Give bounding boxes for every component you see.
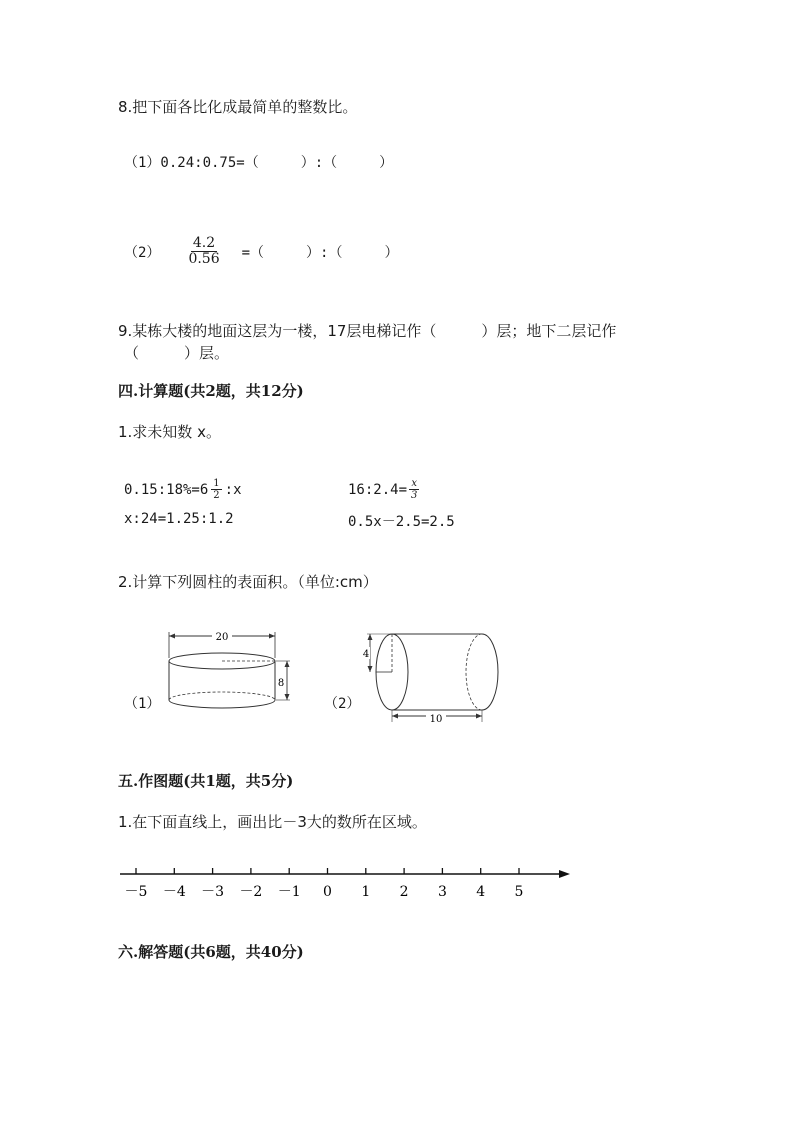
sec5-q1-title: 1.在下面直线上，画出比－3大的数所在区域。 (118, 813, 427, 831)
number-line-arrow (559, 870, 570, 878)
number-line-tick-label: －1 (277, 884, 301, 900)
number-line-tick-label: －2 (239, 884, 263, 900)
cylinder-2-label: （2） (324, 696, 361, 712)
number-line-tick-label: 1 (361, 884, 371, 900)
cylinder-1-width: 20 (215, 632, 229, 643)
q8-part2-denominator: 0.56 (188, 251, 220, 268)
number-line-tick-label: 0 (323, 884, 332, 900)
section4-title: 四.计算题(共2题，共12分) (118, 382, 304, 400)
number-line-tick-label: －4 (162, 884, 186, 900)
section6-title: 六.解答题(共6题，共40分) (118, 943, 304, 961)
equation-2-numerator: x (411, 478, 418, 489)
number-line-tick-label: 3 (437, 884, 447, 900)
equation-4: 0.5x－2.5=2.5 (348, 514, 455, 530)
q8-title: 8.把下面各比化成最简单的整数比。 (118, 98, 358, 116)
cylinder-1-figure (160, 628, 300, 718)
number-line (110, 860, 580, 910)
equation-2-left: 16:2.4= (348, 481, 408, 498)
equation-1-left: 0.15:18%=6 (124, 481, 209, 498)
q9-line1: 9.某栋大楼的地面这层为一楼，17层电梯记作（ ）层；地下二层记作 (118, 322, 617, 340)
q8-part2-answer: =（ ）:（ ） (241, 244, 399, 261)
q9-line2: （ ）层。 (124, 344, 230, 362)
equation-2 (348, 478, 419, 501)
cylinder-2-length: 10 (429, 714, 443, 725)
cylinder-2-figure (362, 628, 504, 726)
q8-part2 (124, 236, 398, 268)
equation-1-fraction (211, 478, 221, 501)
q8-part2-numerator: 4.2 (192, 235, 216, 251)
equation-1-numerator: 1 (213, 478, 220, 489)
equation-3: x:24=1.25:1.2 (124, 511, 234, 527)
sec4-q1-title: 1.求未知数 x。 (118, 423, 221, 441)
equation-2-denominator: 3 (411, 490, 418, 501)
cylinder-2-height: 4 (362, 649, 370, 660)
q8-part1: （1）0.24:0.75=（ ）:（ ） (124, 155, 394, 171)
equation-1-denominator: 2 (213, 490, 220, 501)
number-line-tick-label: 4 (476, 884, 486, 900)
sec4-q2-title: 2.计算下列圆柱的表面积。（单位:cm） (118, 573, 378, 591)
section5-title: 五.作图题(共1题，共5分) (118, 772, 294, 790)
number-line-tick-label: －5 (124, 884, 148, 900)
number-line-tick-label: 5 (514, 884, 524, 900)
equation-1-right: :x (224, 481, 242, 498)
equation-2-fraction (409, 478, 419, 501)
cylinder-1-height: 8 (277, 678, 285, 689)
number-line-tick-label: －3 (201, 884, 225, 900)
q8-part2-fraction (186, 236, 221, 268)
number-line-tick-label: 2 (399, 884, 409, 900)
q8-part2-label: （2） (124, 244, 161, 261)
cylinder-1-label: （1） (124, 696, 161, 712)
equation-1 (124, 478, 242, 501)
